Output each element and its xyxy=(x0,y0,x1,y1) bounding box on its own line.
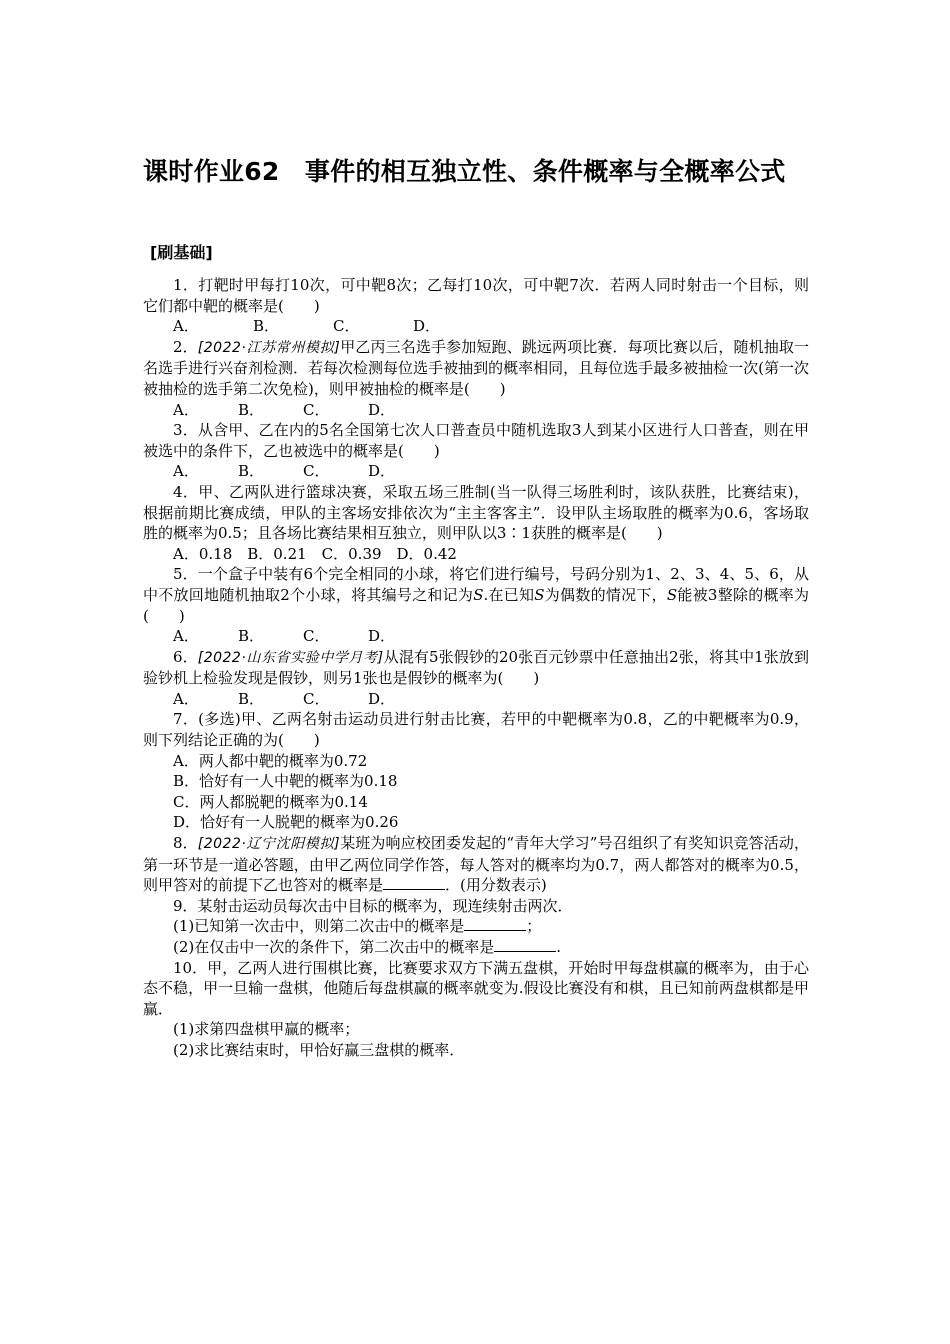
question-9-text: 9．某射击运动员每次击中目标的概率为，现连续射击两次． xyxy=(173,896,573,915)
question-8-source: [2022·辽宁沈阳模拟] xyxy=(197,836,341,853)
question-7-option-b: B．恰好有一人中靶的概率为0.18 xyxy=(173,772,398,791)
option-b: B． xyxy=(253,317,280,336)
question-4-text: 4．甲、乙两队进行篮球决赛，采取五场三胜制(当一队得三场胜利时，该队获胜，比赛结束)，根据前期比赛成绩，甲队的主客场安排依次为“主主客客主”．设甲队主场取胜的概率为0.6，客场取胜的概率为0.5；且各场比赛结果相互独立，则甲队以3∶1获胜的概率是( ) xyxy=(143,482,809,543)
question-6-body: 从混有5张假钞的20张百元钞票中任意抽出2张，将其中1张放到验钞机上检验发现是假钞，则另1张也是假钞的概率为( ) xyxy=(143,647,809,688)
question-6-text xyxy=(143,647,809,689)
option-c: C． xyxy=(333,317,360,336)
question-8-text: 8．[2022·辽宁沈阳模拟]某班为响应校团委发起的“青年大学习”号召组织了有奖知识竞答活动，第一环节是一道必答题，由甲乙两位同学作答，每人答对的概率均为0.7，两人都答对的概率为0.5，则甲答对的前提下乙也答对的概率是 ．(用分数表示) xyxy=(143,834,810,895)
question-2-source: [2022·江苏常州模拟] xyxy=(197,339,341,356)
question-7-option-a: A．两人都中靶的概率为0.72 xyxy=(173,751,368,770)
question-2-number: 2． xyxy=(173,337,198,356)
variable-s: S xyxy=(666,585,678,604)
answer-blank[interactable] xyxy=(464,916,526,931)
section-heading: [刷基础] xyxy=(150,243,213,262)
question-9-part-1: (1)已知第一次击中，则第二次击中的概率是 ； xyxy=(173,917,542,936)
variable-s: S xyxy=(534,585,545,604)
question-5-options xyxy=(143,626,809,647)
question-8-body: 某班为响应校团委发起的“青年大学习”号召组织了有奖知识竞答活动，第一环节是一道必答题，由甲乙两位同学作答，每人答对的概率均为0.7，两人都答对的概率为0.5，则甲答对的前提下乙也答对的概率是 xyxy=(143,834,810,895)
answer-blank[interactable] xyxy=(383,875,445,890)
option-c: C． xyxy=(303,400,330,419)
question-7-option-c: C．两人都脱靶的概率为0.14 xyxy=(173,792,368,811)
question-5-text: 5．一个盒子中装有6个完全相同的小球，将它们进行编号，号码分别为1、2、3、4、5、6，从中不放回地随机抽取2个小球，将其编号之和记为S.在已知S为偶数的情况下，S能被3整除的概率为( ) xyxy=(143,565,809,625)
question-6-number: 6． xyxy=(173,647,198,666)
question-2-body: 甲乙丙三名选手参加短跑、跳远两项比赛．每项比赛以后，随机抽取一名选手进行兴奋剂检测．若每次检测每位选手被抽到的概率相同，且每位选手最多被抽检一次(第一次被抽检的选手第二次免检)，则甲被抽检的概率是( ) xyxy=(143,337,809,398)
option-b: B． xyxy=(238,400,265,419)
question-8-number: 8． xyxy=(173,834,198,853)
question-list xyxy=(143,275,809,1061)
option-a: A． xyxy=(173,317,199,336)
question-3-text: 3．从含甲、乙在内的5名全国第七次人口普查员中随机选取3人到某小区进行人口普查，则在甲被选中的条件下，乙也被选中的概率是( ) xyxy=(143,421,809,460)
question-7-text: 7．(多选)甲、乙两名射击运动员进行射击比赛，若甲的中靶概率为0.8，乙的中靶概率为0.9，则下列结论正确的为( ) xyxy=(143,710,809,750)
option-d: D． xyxy=(368,462,396,481)
question-6-source: [2022·山东省实验中学月考] xyxy=(197,649,384,666)
option-a: A． xyxy=(173,462,199,481)
option-d: D． xyxy=(413,317,441,336)
question-4-options: A．0.18 B．0.21 C．0.39 D．0.42 xyxy=(173,544,457,563)
option-b: B． xyxy=(238,627,265,646)
question-9-part-2: (2)在仅击中一次的条件下，第二次击中的概率是 . xyxy=(173,938,562,956)
answer-blank[interactable] xyxy=(494,937,556,952)
question-7-option-d: D．恰好有一人脱靶的概率为0.26 xyxy=(173,813,399,832)
option-a: A． xyxy=(173,689,199,708)
option-d: D． xyxy=(368,400,396,419)
option-d: D． xyxy=(368,627,396,646)
question-2-text xyxy=(143,337,809,400)
option-c: C． xyxy=(303,462,330,481)
option-b: B． xyxy=(238,689,265,708)
page-title: 课时作业62 事件的相互独立性、条件概率与全概率公式 xyxy=(143,157,786,186)
question-1-text: 1．打靶时甲每打10次，可中靶8次；乙每打10次，可中靶7次．若两人同时射击一个目标，则它们都中靶的概率是( ) xyxy=(143,276,809,315)
option-c: C． xyxy=(303,627,330,646)
option-c: C． xyxy=(303,689,330,708)
question-10-text: 10．甲，乙两人进行围棋比赛，比赛要求双方下满五盘棋，开始时甲每盘棋赢的概率为，由于心态不稳，甲一旦输一盘棋，他随后每盘棋赢的概率就变为.假设比赛没有和棋，且已知前两盘棋都是甲赢． xyxy=(143,958,809,1018)
option-a: A． xyxy=(173,627,199,646)
question-1-options xyxy=(143,316,809,337)
question-6-options xyxy=(143,689,809,710)
option-d: D． xyxy=(368,689,396,708)
variable-s: S xyxy=(473,585,484,604)
question-3-options xyxy=(143,461,809,482)
question-10-part-1: (1)求第四盘棋甲赢的概率； xyxy=(173,1020,360,1039)
option-a: A． xyxy=(173,400,199,419)
option-b: B． xyxy=(238,462,265,481)
question-10-part-2: (2)求比赛结束时，甲恰好赢三盘棋的概率． xyxy=(173,1040,465,1059)
question-2-options xyxy=(143,400,809,421)
